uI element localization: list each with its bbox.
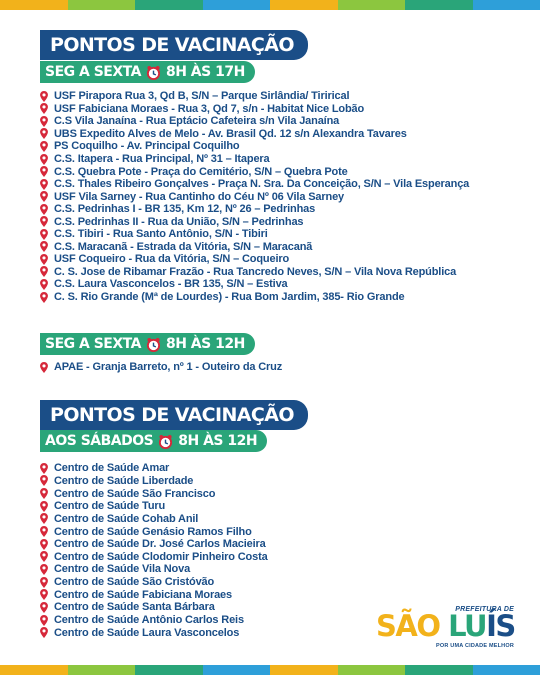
location-text: Centro de Saúde Cohab Anil	[54, 512, 199, 525]
location-pin-icon	[40, 526, 48, 537]
location-pin-icon	[40, 116, 48, 127]
location-text: USF Pirapora Rua 3, Qd B, S/N – Parque Sirlândia/ Tirirical	[54, 90, 350, 103]
location-pin-icon	[40, 475, 48, 486]
section2-location-list	[40, 361, 282, 374]
bottom-color-stripe	[0, 665, 540, 675]
section1-schedule: SEG A SEXTA 8H ÀS 17H	[40, 61, 255, 83]
stripe-segment	[473, 0, 540, 10]
list-item	[40, 203, 469, 216]
location-text: USF Coqueiro - Rua da Vitória, S/N – Coqueiro	[54, 253, 290, 266]
location-text: C. S. Jose de Ribamar Frazão - Rua Tancredo Neves, S/N – Vila Nova República	[54, 265, 457, 278]
list-item	[40, 462, 268, 475]
location-pin-icon	[40, 615, 48, 626]
stripe-segment	[135, 665, 203, 675]
list-item	[40, 153, 469, 166]
location-pin-icon	[40, 91, 48, 102]
list-item	[40, 178, 469, 191]
location-pin-icon	[40, 488, 48, 499]
location-text: APAE - Granja Barreto, nº 1 - Outeiro da Cruz	[54, 361, 283, 374]
location-pin-icon	[40, 602, 48, 613]
list-item	[40, 190, 469, 203]
location-pin-icon	[40, 589, 48, 600]
list-item	[40, 601, 268, 614]
location-pin-icon	[40, 128, 48, 139]
top-color-stripe	[0, 0, 540, 10]
location-text: Centro de Saúde Amar	[54, 462, 170, 475]
list-item	[40, 241, 469, 254]
location-pin-icon	[40, 279, 48, 290]
location-text: C.S. Itapera - Rua Principal, Nº 31 – Itapera	[54, 153, 270, 165]
stripe-segment	[405, 0, 473, 10]
list-item	[40, 165, 469, 178]
section3-location-list	[40, 462, 268, 639]
location-pin-icon	[40, 103, 48, 114]
location-text: C.S. Maracanã - Estrada da Vitória, S/N – Maracanã	[54, 240, 313, 253]
location-text: PS Coquilho - Av. Principal Coquilho	[54, 140, 240, 153]
list-item	[40, 626, 268, 639]
location-pin-icon	[40, 229, 48, 240]
location-pin-icon	[40, 191, 48, 202]
list-item	[40, 291, 469, 304]
stripe-segment	[203, 0, 271, 10]
stripe-segment	[473, 665, 540, 675]
list-item	[40, 563, 268, 576]
location-pin-icon	[40, 216, 48, 227]
list-item	[40, 128, 469, 141]
alarm-clock-icon	[146, 65, 161, 80]
list-item	[40, 253, 469, 266]
location-pin-icon	[40, 154, 48, 165]
stripe-segment	[338, 665, 406, 675]
location-pin-icon	[40, 463, 48, 474]
stripe-segment	[270, 0, 338, 10]
list-item	[40, 576, 268, 589]
location-text: Centro de Saúde Clodomir Pinheiro Costa	[54, 550, 268, 563]
list-item	[40, 588, 268, 601]
location-text: C.S Vila Janaína - Rua Eptácio Cafeteira s/n Vila Janaína	[54, 115, 340, 128]
alarm-clock-icon	[146, 337, 161, 352]
stripe-segment	[203, 665, 271, 675]
list-item	[40, 215, 469, 228]
stripe-segment	[405, 665, 473, 675]
stripe-segment	[270, 665, 338, 675]
list-item	[40, 140, 469, 153]
location-text: Centro de Saúde Dr. José Carlos Macieira	[54, 538, 266, 551]
location-text: Centro de Saúde Vila Nova	[54, 563, 191, 576]
stripe-segment	[68, 665, 136, 675]
stripe-segment	[0, 665, 68, 675]
location-text: Centro de Saúde Genásio Ramos Filho	[54, 525, 252, 538]
location-text: USF Fabiciana Moraes - Rua 3, Qd 7, s/n - Habitat Nice Lobão	[54, 102, 365, 115]
section3-schedule: AOS SÁBADOS 8H ÀS 12H	[40, 430, 267, 452]
list-item	[40, 513, 268, 526]
logo-main-text: SÃO LUÍS	[376, 609, 515, 643]
location-pin-icon	[40, 141, 48, 152]
location-pin-icon	[40, 577, 48, 588]
stripe-segment	[68, 0, 136, 10]
location-pin-icon	[40, 627, 48, 638]
location-text: C.S. Tibiri - Rua Santo Antônio, S/N - Tibiri	[54, 228, 268, 241]
location-pin-icon	[40, 166, 48, 177]
list-item	[40, 115, 469, 128]
location-pin-icon	[40, 179, 48, 190]
list-item	[40, 550, 268, 563]
alarm-clock-icon	[158, 434, 173, 449]
location-pin-icon	[40, 241, 48, 252]
section1-location-list	[40, 90, 469, 303]
location-pin-icon	[40, 551, 48, 562]
location-text: Centro de Saúde São Francisco	[54, 487, 216, 500]
location-text: C. S. Rio Grande (Mª de Lourdes) - Rua Bom Jardim, 385- Rio Grande	[54, 291, 405, 304]
location-text: Centro de Saúde Turu	[54, 500, 166, 513]
location-text: Centro de Saúde São Cristóvão	[54, 576, 215, 589]
logo-top-text: PREFEITURA DE	[455, 606, 514, 613]
section2-schedule: SEG A SEXTA 8H ÀS 12H	[40, 333, 255, 355]
section3-title: PONTOS DE VACINAÇÃO	[40, 400, 308, 430]
list-item	[40, 487, 268, 500]
list-item	[40, 475, 268, 488]
list-item	[40, 500, 268, 513]
location-text: C.S. Thales Ribeiro Gonçalves - Praça N. Sra. Da Conceição, S/N – Vila Esperança	[54, 178, 470, 191]
stripe-segment	[0, 0, 68, 10]
location-text: Centro de Saúde Liberdade	[54, 474, 194, 487]
list-item	[40, 103, 469, 116]
location-pin-icon	[40, 362, 48, 373]
location-text: C.S. Laura Vasconcelos - BR 135, S/N – Estiva	[54, 278, 288, 291]
location-text: Centro de Saúde Fabiciana Moraes	[54, 588, 232, 601]
location-text: C.S. Pedrinhas I - BR 135, Km 12, Nº 26 – Pedrinhas	[54, 203, 316, 216]
location-text: Centro de Saúde Santa Bárbara	[54, 601, 215, 614]
location-text: Centro de Saúde Laura Vasconcelos	[54, 626, 240, 639]
location-pin-icon	[40, 539, 48, 550]
list-item	[40, 228, 469, 241]
location-text: Centro de Saúde Antônio Carlos Reis	[54, 614, 244, 626]
list-item	[40, 361, 282, 374]
location-pin-icon	[40, 501, 48, 512]
list-item	[40, 90, 469, 103]
location-text: UBS Expedito Alves de Melo - Av. Brasil Qd. 12 s/n Alexandra Tavares	[54, 127, 407, 140]
prefeitura-sao-luis-logo	[376, 606, 524, 652]
list-item	[40, 614, 268, 627]
location-pin-icon	[40, 292, 48, 303]
list-item	[40, 525, 268, 538]
location-pin-icon	[40, 254, 48, 265]
location-pin-icon	[40, 513, 48, 524]
location-pin-icon	[40, 564, 48, 575]
logo-tagline: POR UMA CIDADE MELHOR	[436, 643, 514, 649]
location-pin-icon	[40, 204, 48, 215]
stripe-segment	[338, 0, 406, 10]
location-text: C.S. Pedrinhas II - Rua da União, S/N – Pedrinhas	[54, 215, 304, 228]
location-text: C.S. Quebra Pote - Praça do Cemitério, S/N – Quebra Pote	[54, 165, 348, 178]
list-item	[40, 278, 469, 291]
location-pin-icon	[40, 266, 48, 277]
location-text: USF Vila Sarney - Rua Cantinho do Céu Nº 06 Vila Sarney	[54, 190, 345, 203]
list-item	[40, 538, 268, 551]
list-item	[40, 266, 469, 279]
section1-title: PONTOS DE VACINAÇÃO	[40, 30, 308, 60]
stripe-segment	[135, 0, 203, 10]
